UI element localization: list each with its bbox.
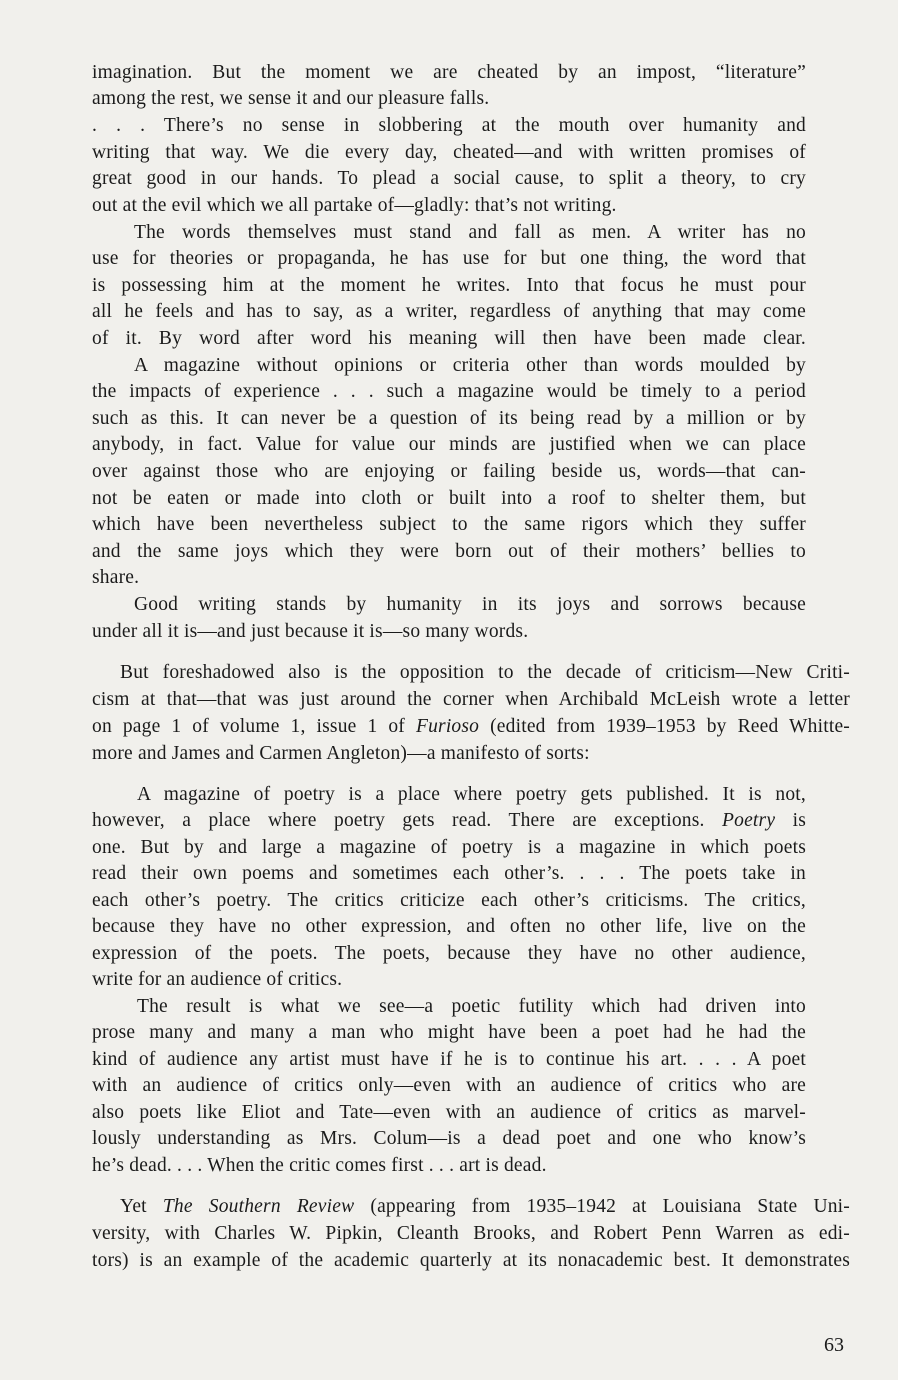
quote-line: out at the evil which we all partake of—gladly: that’s not writing.: [92, 195, 617, 216]
quote-line: among the rest, we sense it and our pleasure falls.: [92, 88, 490, 109]
body-line: cism at that—that was just around the corner when Archibald McLeish wrote a letter: [92, 689, 850, 710]
body-line: Yet The Southern Review (appearing from 1935–1942 at Louisiana State Uni-: [120, 1196, 850, 1217]
quote-line: write for an audience of critics.: [92, 969, 343, 990]
quote-line: expression of the poets. The poets, because they have no other audience,: [92, 943, 806, 964]
quote-line: each other’s poetry. The critics criticize each other’s criticisms. The critics,: [92, 890, 806, 911]
quote-line: and the same joys which they were born out of their mothers’ bellies to: [92, 541, 806, 562]
quote-line: kind of audience any artist must have if he is to continue his art. . . . A poet: [92, 1049, 806, 1070]
journal-title-poetry: Poetry: [722, 810, 776, 831]
quote-line: The words themselves must stand and fall as men. A writer has no: [134, 222, 806, 243]
quote-line: lously understanding as Mrs. Colum—is a dead poet and one who know’s: [92, 1128, 806, 1149]
body-line: tors) is an example of the academic quarterly at its nonacademic best. It demonstrates: [92, 1250, 850, 1271]
quote-line: such as this. It can never be a question of its being read by a million or by: [92, 408, 806, 429]
quote-line: also poets like Eliot and Tate—even with an audience of critics as marvel-: [92, 1102, 806, 1123]
quote-line: not be eaten or made into cloth or built into a roof to shelter them, but: [92, 488, 806, 509]
quote-line: because they have no other expression, and often no other life, live on the: [92, 916, 806, 937]
body-line: versity, with Charles W. Pipkin, Cleanth Brooks, and Robert Penn Warren as edi-: [92, 1223, 850, 1244]
quote-line: A magazine without opinions or criteria other than words moulded by: [134, 355, 806, 376]
quote-line: The result is what we see—a poetic futility which had driven into: [137, 996, 806, 1017]
quote-line: which have been nevertheless subject to the same rigors which they suffer: [92, 514, 806, 535]
quote-line: over against those who are enjoying or failing beside us, words—that can-: [92, 461, 806, 482]
quote-line: he’s dead. . . . When the critic comes first . . . art is dead.: [92, 1155, 547, 1176]
quote-line: is possessing him at the moment he writes. Into that focus he must pour: [92, 275, 806, 296]
quote-line: however, a place where poetry gets read. There are exceptions. Poetry is: [92, 810, 807, 831]
quote-line: the impacts of experience . . . such a magazine would be timely to a period: [92, 381, 806, 402]
quote-line: imagination. But the moment we are cheated by an impost, “literature”: [92, 62, 806, 83]
body-line: more and James and Carmen Angleton)—a manifesto of sorts:: [92, 743, 590, 764]
quote-line: read their own poems and sometimes each other’s. . . . The poets take in: [92, 863, 806, 884]
quote-line: of it. By word after word his meaning will then have been made clear.: [92, 328, 806, 349]
body-line: But foreshadowed also is the opposition to the decade of criticism—New Criti-: [120, 662, 850, 683]
quote-line: great good in our hands. To plead a social cause, to split a theory, to cry: [92, 168, 806, 189]
quote-line: use for theories or propaganda, he has use for but one thing, the word that: [92, 248, 806, 269]
quote-line: under all it is—and just because it is—so many words.: [92, 621, 529, 642]
quote-line: prose many and many a man who might have been a poet had he had the: [92, 1022, 806, 1043]
quote-line: share.: [92, 567, 140, 588]
body-line: on page 1 of volume 1, issue 1 of Furioso (edited from 1939–1953 by Reed Whitte-: [92, 716, 850, 737]
journal-title-furioso: Furioso: [415, 716, 480, 737]
page-number: 63: [824, 1334, 844, 1356]
quote-line: anybody, in fact. Value for value our minds are justified when we can place: [92, 434, 806, 455]
quote-line: one. But by and large a magazine of poetry is a magazine in which poets: [92, 837, 806, 858]
quote-line: with an audience of critics only—even with an audience of critics who are: [92, 1075, 806, 1096]
quote-line: Good writing stands by humanity in its joys and sorrows because: [134, 594, 806, 615]
quote-line: . . . There’s no sense in slobbering at the mouth over humanity and: [92, 115, 806, 136]
quote-line: all he feels and has to say, as a writer, regardless of anything that may come: [92, 301, 806, 322]
journal-title-southern-review: The Southern Review: [162, 1196, 355, 1217]
quote-line: A magazine of poetry is a place where poetry gets published. It is not,: [137, 784, 806, 805]
quote-line: writing that way. We die every day, cheated—and with written promises of: [92, 142, 806, 163]
